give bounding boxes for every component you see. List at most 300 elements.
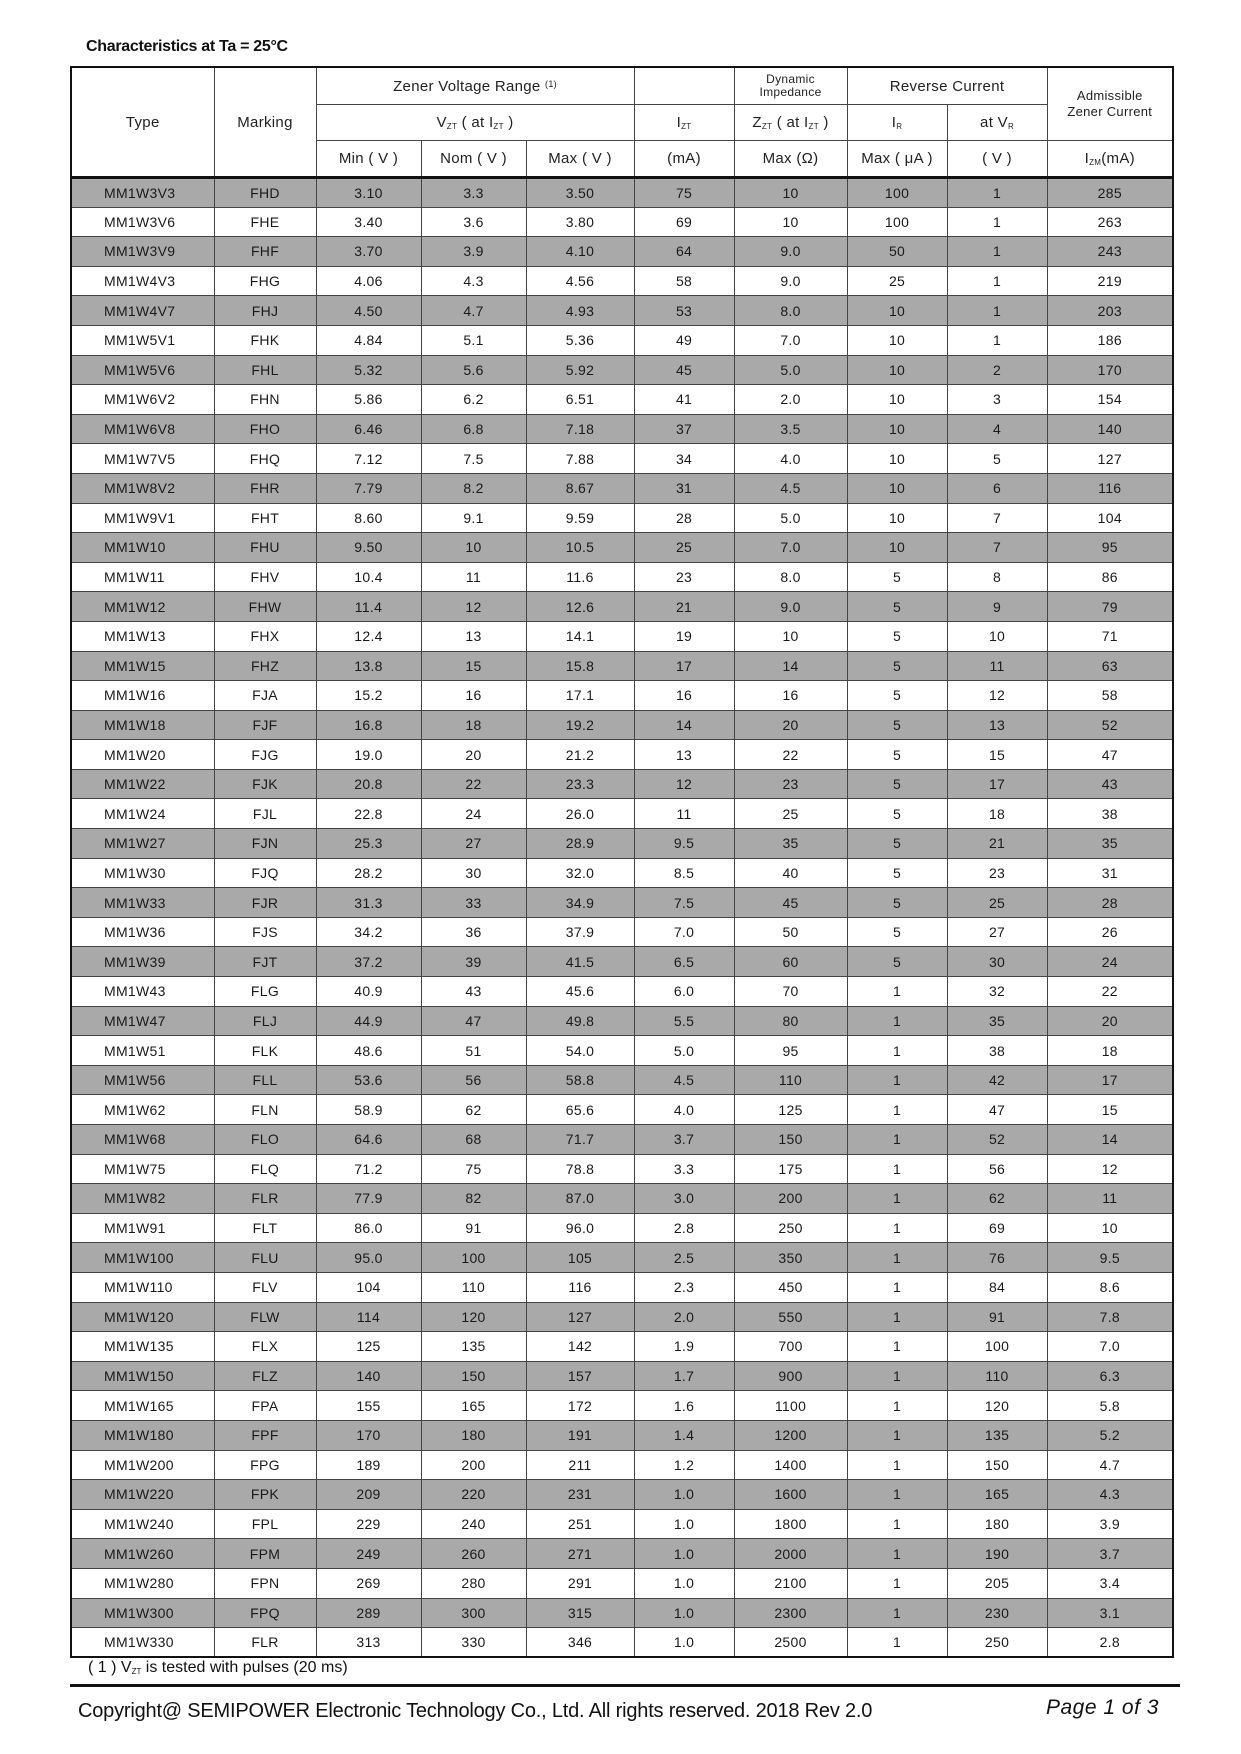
table-row <box>71 947 1173 977</box>
col-type-header: Type <box>71 67 214 178</box>
cell-izm: 24 <box>1047 947 1173 977</box>
cell-vz-max: 26.0 <box>526 799 634 829</box>
cell-marking: FPQ <box>214 1598 316 1628</box>
cell-vz-max: 11.6 <box>526 562 634 592</box>
cell-type: MM1W16 <box>71 681 214 711</box>
table-row <box>71 1539 1173 1569</box>
cell-vz-nom: 260 <box>421 1539 526 1569</box>
cell-zzt-max: 2100 <box>734 1568 847 1598</box>
cell-vz-nom: 9.1 <box>421 503 526 533</box>
cell-type: MM1W5V6 <box>71 355 214 385</box>
cell-vz-min: 10.4 <box>316 562 421 592</box>
cell-marking: FLR <box>214 1628 316 1658</box>
cell-zzt-max: 23 <box>734 769 847 799</box>
cell-vz-min: 6.46 <box>316 414 421 444</box>
cell-vr: 13 <box>947 710 1047 740</box>
cell-marking: FJN <box>214 829 316 859</box>
cell-izm: 86 <box>1047 562 1173 592</box>
cell-izt: 69 <box>634 207 734 237</box>
cell-vz-nom: 180 <box>421 1420 526 1450</box>
cell-type: MM1W82 <box>71 1184 214 1214</box>
cell-vr: 1 <box>947 207 1047 237</box>
table-row <box>71 888 1173 918</box>
cell-vz-max: 127 <box>526 1302 634 1332</box>
cell-vz-max: 191 <box>526 1420 634 1450</box>
cell-ir-max: 1 <box>847 1302 947 1332</box>
cell-ir-max: 1 <box>847 1184 947 1214</box>
cell-izt: 17 <box>634 651 734 681</box>
cell-izt: 7.5 <box>634 888 734 918</box>
cell-vr: 230 <box>947 1598 1047 1628</box>
cell-vz-nom: 8.2 <box>421 473 526 503</box>
cell-vr: 205 <box>947 1568 1047 1598</box>
cell-zzt-max: 1200 <box>734 1420 847 1450</box>
cell-ir-max: 5 <box>847 592 947 622</box>
cell-zzt-max: 2500 <box>734 1628 847 1658</box>
cell-zzt-max: 1800 <box>734 1509 847 1539</box>
cell-vz-nom: 100 <box>421 1243 526 1273</box>
cell-type: MM1W22 <box>71 769 214 799</box>
cell-vz-nom: 200 <box>421 1450 526 1480</box>
cell-vz-max: 3.80 <box>526 207 634 237</box>
cell-izt: 1.6 <box>634 1391 734 1421</box>
cell-izt: 1.9 <box>634 1332 734 1362</box>
table-row <box>71 562 1173 592</box>
cell-zzt-max: 14 <box>734 651 847 681</box>
cell-marking: FHL <box>214 355 316 385</box>
cell-izm: 3.1 <box>1047 1598 1173 1628</box>
cell-vr: 15 <box>947 740 1047 770</box>
cell-izm: 4.7 <box>1047 1450 1173 1480</box>
cell-marking: FHG <box>214 266 316 296</box>
cell-vz-max: 87.0 <box>526 1184 634 1214</box>
cell-izt: 6.0 <box>634 977 734 1007</box>
cell-vz-nom: 120 <box>421 1302 526 1332</box>
cell-ir-max: 5 <box>847 740 947 770</box>
cell-type: MM1W75 <box>71 1154 214 1184</box>
cell-marking: FPA <box>214 1391 316 1421</box>
cell-vz-min: 7.79 <box>316 473 421 503</box>
cell-vz-min: 64.6 <box>316 1125 421 1155</box>
cell-vr: 165 <box>947 1480 1047 1510</box>
cell-ir-max: 1 <box>847 1539 947 1569</box>
ir-header: $I_R$ <box>847 105 947 141</box>
cell-izm: 263 <box>1047 207 1173 237</box>
table-row <box>71 533 1173 563</box>
cell-izt: 45 <box>634 355 734 385</box>
cell-vz-min: 37.2 <box>316 947 421 977</box>
cell-vr: 1 <box>947 296 1047 326</box>
cell-type: MM1W180 <box>71 1420 214 1450</box>
table-row <box>71 325 1173 355</box>
table-row <box>71 799 1173 829</box>
table-row <box>71 444 1173 474</box>
cell-izm: 35 <box>1047 829 1173 859</box>
cell-izm: 71 <box>1047 621 1173 651</box>
cell-vz-min: 125 <box>316 1332 421 1362</box>
cell-izm: 5.8 <box>1047 1391 1173 1421</box>
cell-zzt-max: 3.5 <box>734 414 847 444</box>
cell-type: MM1W11 <box>71 562 214 592</box>
cell-type: MM1W15 <box>71 651 214 681</box>
cell-vz-max: 231 <box>526 1480 634 1510</box>
cell-vz-nom: 13 <box>421 621 526 651</box>
cell-vz-min: 31.3 <box>316 888 421 918</box>
cell-ir-max: 5 <box>847 681 947 711</box>
cell-vz-nom: 110 <box>421 1272 526 1302</box>
cell-type: MM1W47 <box>71 1006 214 1036</box>
cell-type: MM1W4V3 <box>71 266 214 296</box>
cell-ir-max: 1 <box>847 1095 947 1125</box>
cell-marking: FPF <box>214 1420 316 1450</box>
cell-marking: FJK <box>214 769 316 799</box>
cell-vr: 32 <box>947 977 1047 1007</box>
cell-vz-min: 77.9 <box>316 1184 421 1214</box>
cell-zzt-max: 4.0 <box>734 444 847 474</box>
cell-izm: 9.5 <box>1047 1243 1173 1273</box>
cell-vz-nom: 4.3 <box>421 266 526 296</box>
cell-ir-max: 5 <box>847 947 947 977</box>
cell-izm: 63 <box>1047 651 1173 681</box>
cell-zzt-max: 16 <box>734 681 847 711</box>
cell-type: MM1W165 <box>71 1391 214 1421</box>
cell-vr: 69 <box>947 1213 1047 1243</box>
cell-ir-max: 1 <box>847 1420 947 1450</box>
cell-izm: 14 <box>1047 1125 1173 1155</box>
cell-type: MM1W200 <box>71 1450 214 1480</box>
cell-izt: 37 <box>634 414 734 444</box>
cell-zzt-max: 5.0 <box>734 355 847 385</box>
cell-vz-nom: 43 <box>421 977 526 1007</box>
cell-izt: 58 <box>634 266 734 296</box>
cell-vz-min: 28.2 <box>316 858 421 888</box>
cell-zzt-max: 2.0 <box>734 385 847 415</box>
cell-marking: FJT <box>214 947 316 977</box>
cell-vz-nom: 3.3 <box>421 178 526 208</box>
cell-izm: 38 <box>1047 799 1173 829</box>
cell-vz-max: 65.6 <box>526 1095 634 1125</box>
cell-vz-max: 4.10 <box>526 237 634 267</box>
cell-type: MM1W8V2 <box>71 473 214 503</box>
cell-vz-nom: 150 <box>421 1361 526 1391</box>
cell-type: MM1W18 <box>71 710 214 740</box>
table-row <box>71 1332 1173 1362</box>
cell-ir-max: 1 <box>847 1450 947 1480</box>
cell-izt: 11 <box>634 799 734 829</box>
cell-marking: FHF <box>214 237 316 267</box>
cell-marking: FHR <box>214 473 316 503</box>
cell-type: MM1W260 <box>71 1539 214 1569</box>
cell-izm: 6.3 <box>1047 1361 1173 1391</box>
cell-marking: FLJ <box>214 1006 316 1036</box>
cell-izm: 18 <box>1047 1036 1173 1066</box>
table-row <box>71 473 1173 503</box>
cell-vr: 5 <box>947 444 1047 474</box>
cell-izm: 8.6 <box>1047 1272 1173 1302</box>
table-row <box>71 414 1173 444</box>
cell-vr: 10 <box>947 621 1047 651</box>
cell-izm: 52 <box>1047 710 1173 740</box>
vr-header: at $V_R$ <box>947 105 1047 141</box>
cell-vz-min: 44.9 <box>316 1006 421 1036</box>
cell-zzt-max: 70 <box>734 977 847 1007</box>
cell-vz-nom: 5.1 <box>421 325 526 355</box>
cell-izm: 10 <box>1047 1213 1173 1243</box>
cell-marking: FLT <box>214 1213 316 1243</box>
cell-marking: FJQ <box>214 858 316 888</box>
cell-vz-min: 71.2 <box>316 1154 421 1184</box>
cell-marking: FPN <box>214 1568 316 1598</box>
cell-vz-max: 54.0 <box>526 1036 634 1066</box>
cell-izm: 43 <box>1047 769 1173 799</box>
cell-vz-min: 25.3 <box>316 829 421 859</box>
cell-ir-max: 1 <box>847 1509 947 1539</box>
cell-zzt-max: 900 <box>734 1361 847 1391</box>
cell-vr: 23 <box>947 858 1047 888</box>
cell-izt: 53 <box>634 296 734 326</box>
izm-unit-header: $I_{ZM}(mA)$ <box>1047 141 1173 178</box>
table-row <box>71 1420 1173 1450</box>
cell-vz-max: 105 <box>526 1243 634 1273</box>
cell-vz-nom: 10 <box>421 533 526 563</box>
cell-izm: 7.8 <box>1047 1302 1173 1332</box>
cell-type: MM1W220 <box>71 1480 214 1510</box>
footnote: ( 1 ) $V_{ZT}$ is tested with pulses (20 ms) <box>88 1659 348 1676</box>
cell-zzt-max: 45 <box>734 888 847 918</box>
cell-izt: 1.0 <box>634 1598 734 1628</box>
cell-izm: 3.9 <box>1047 1509 1173 1539</box>
reverse-current-header: Reverse Current <box>847 67 1047 105</box>
cell-marking: FLN <box>214 1095 316 1125</box>
cell-zzt-max: 7.0 <box>734 533 847 563</box>
cell-vr: 84 <box>947 1272 1047 1302</box>
cell-vz-min: 4.50 <box>316 296 421 326</box>
table-header <box>71 67 1173 178</box>
cell-izm: 3.7 <box>1047 1539 1173 1569</box>
cell-type: MM1W68 <box>71 1125 214 1155</box>
cell-izm: 11 <box>1047 1184 1173 1214</box>
cell-type: MM1W56 <box>71 1065 214 1095</box>
cell-izm: 170 <box>1047 355 1173 385</box>
cell-ir-max: 1 <box>847 1006 947 1036</box>
cell-vr: 110 <box>947 1361 1047 1391</box>
cell-izm: 4.3 <box>1047 1480 1173 1510</box>
cell-vz-min: 140 <box>316 1361 421 1391</box>
cell-vr: 25 <box>947 888 1047 918</box>
cell-izm: 22 <box>1047 977 1173 1007</box>
cell-vz-max: 251 <box>526 1509 634 1539</box>
cell-vr: 4 <box>947 414 1047 444</box>
cell-izt: 75 <box>634 178 734 208</box>
cell-vz-min: 189 <box>316 1450 421 1480</box>
copyright-text: Copyright@ SEMIPOWER Electronic Technology Co., Ltd. All rights reserved. 2018 Rev 2.0 <box>78 1700 873 1722</box>
cell-izt: 12 <box>634 769 734 799</box>
cell-vr: 11 <box>947 651 1047 681</box>
cell-type: MM1W10 <box>71 533 214 563</box>
cell-type: MM1W43 <box>71 977 214 1007</box>
cell-izm: 15 <box>1047 1095 1173 1125</box>
cell-vr: 62 <box>947 1184 1047 1214</box>
cell-type: MM1W150 <box>71 1361 214 1391</box>
cell-izt: 31 <box>634 473 734 503</box>
cell-vz-min: 3.10 <box>316 178 421 208</box>
cell-vz-nom: 47 <box>421 1006 526 1036</box>
table-row <box>71 769 1173 799</box>
cell-vz-max: 172 <box>526 1391 634 1421</box>
cell-ir-max: 5 <box>847 710 947 740</box>
vzt-header: $V_{ZT}$ ( at $I_{ZT}$ ) <box>316 105 634 141</box>
cell-vz-max: 78.8 <box>526 1154 634 1184</box>
cell-marking: FHT <box>214 503 316 533</box>
cell-vz-min: 95.0 <box>316 1243 421 1273</box>
cell-vz-nom: 82 <box>421 1184 526 1214</box>
cell-vr: 12 <box>947 681 1047 711</box>
cell-zzt-max: 8.0 <box>734 562 847 592</box>
cell-type: MM1W33 <box>71 888 214 918</box>
cell-marking: FPK <box>214 1480 316 1510</box>
cell-zzt-max: 20 <box>734 710 847 740</box>
cell-vz-nom: 3.9 <box>421 237 526 267</box>
cell-vz-min: 58.9 <box>316 1095 421 1125</box>
cell-marking: FPM <box>214 1539 316 1569</box>
cell-zzt-max: 110 <box>734 1065 847 1095</box>
cell-ir-max: 50 <box>847 237 947 267</box>
cell-vz-min: 249 <box>316 1539 421 1569</box>
cell-vr: 17 <box>947 769 1047 799</box>
cell-izm: 154 <box>1047 385 1173 415</box>
cell-zzt-max: 8.0 <box>734 296 847 326</box>
cell-zzt-max: 10 <box>734 207 847 237</box>
table-row <box>71 858 1173 888</box>
table-row <box>71 1213 1173 1243</box>
cell-vz-max: 346 <box>526 1628 634 1658</box>
zzt-header: $Z_{ZT}$ ( at $I_{ZT}$ ) <box>734 105 847 141</box>
cell-vz-nom: 15 <box>421 651 526 681</box>
cell-type: MM1W300 <box>71 1598 214 1628</box>
cell-izt: 7.0 <box>634 917 734 947</box>
cell-izt: 25 <box>634 533 734 563</box>
cell-izt: 5.5 <box>634 1006 734 1036</box>
cell-type: MM1W39 <box>71 947 214 977</box>
cell-vz-max: 49.8 <box>526 1006 634 1036</box>
cell-vz-min: 8.60 <box>316 503 421 533</box>
cell-vz-min: 20.8 <box>316 769 421 799</box>
cell-vz-nom: 51 <box>421 1036 526 1066</box>
cell-vz-max: 19.2 <box>526 710 634 740</box>
cell-vz-nom: 135 <box>421 1332 526 1362</box>
cell-zzt-max: 22 <box>734 740 847 770</box>
cell-marking: FPL <box>214 1509 316 1539</box>
table-row <box>71 207 1173 237</box>
cell-type: MM1W51 <box>71 1036 214 1066</box>
cell-vz-nom: 240 <box>421 1509 526 1539</box>
cell-marking: FHV <box>214 562 316 592</box>
footer-divider <box>70 1684 1180 1687</box>
table-row <box>71 651 1173 681</box>
cell-vz-max: 8.67 <box>526 473 634 503</box>
cell-vz-max: 58.8 <box>526 1065 634 1095</box>
cell-vr: 30 <box>947 947 1047 977</box>
cell-vz-max: 4.56 <box>526 266 634 296</box>
table-row <box>71 1480 1173 1510</box>
cell-marking: FHN <box>214 385 316 415</box>
cell-vr: 42 <box>947 1065 1047 1095</box>
cell-ir-max: 5 <box>847 651 947 681</box>
cell-ir-max: 100 <box>847 178 947 208</box>
table-row <box>71 1095 1173 1125</box>
cell-vz-nom: 68 <box>421 1125 526 1155</box>
cell-vz-min: 9.50 <box>316 533 421 563</box>
cell-izm: 243 <box>1047 237 1173 267</box>
characteristics-table <box>70 66 1174 1658</box>
cell-type: MM1W280 <box>71 1568 214 1598</box>
cell-vz-min: 3.40 <box>316 207 421 237</box>
cell-izm: 31 <box>1047 858 1173 888</box>
cell-zzt-max: 250 <box>734 1213 847 1243</box>
table-row <box>71 710 1173 740</box>
cell-ir-max: 5 <box>847 562 947 592</box>
cell-vz-min: 19.0 <box>316 740 421 770</box>
cell-zzt-max: 1600 <box>734 1480 847 1510</box>
ir-unit-header: Max ( μA ) <box>847 141 947 178</box>
cell-vz-min: 15.2 <box>316 681 421 711</box>
cell-marking: FLL <box>214 1065 316 1095</box>
cell-vz-min: 4.84 <box>316 325 421 355</box>
cell-vr: 52 <box>947 1125 1047 1155</box>
cell-izm: 140 <box>1047 414 1173 444</box>
cell-zzt-max: 60 <box>734 947 847 977</box>
cell-vz-max: 157 <box>526 1361 634 1391</box>
cell-ir-max: 10 <box>847 473 947 503</box>
page-number: Page 1 of 3 <box>1046 1696 1159 1719</box>
table-row <box>71 917 1173 947</box>
cell-marking: FHU <box>214 533 316 563</box>
cell-vr: 47 <box>947 1095 1047 1125</box>
cell-izt: 2.8 <box>634 1213 734 1243</box>
cell-vz-max: 12.6 <box>526 592 634 622</box>
section-title: Characteristics at Ta = 25°C <box>86 38 288 55</box>
cell-zzt-max: 1100 <box>734 1391 847 1421</box>
cell-type: MM1W20 <box>71 740 214 770</box>
cell-vz-nom: 33 <box>421 888 526 918</box>
cell-vr: 18 <box>947 799 1047 829</box>
cell-izm: 2.8 <box>1047 1628 1173 1658</box>
cell-vz-nom: 18 <box>421 710 526 740</box>
cell-ir-max: 1 <box>847 1568 947 1598</box>
cell-type: MM1W6V2 <box>71 385 214 415</box>
cell-ir-max: 1 <box>847 1480 947 1510</box>
cell-marking: FLZ <box>214 1361 316 1391</box>
cell-vr: 250 <box>947 1628 1047 1658</box>
cell-vz-min: 40.9 <box>316 977 421 1007</box>
cell-izt: 1.0 <box>634 1539 734 1569</box>
cell-izt: 16 <box>634 681 734 711</box>
cell-vz-max: 116 <box>526 1272 634 1302</box>
cell-vz-min: 313 <box>316 1628 421 1658</box>
cell-marking: FLR <box>214 1184 316 1214</box>
cell-ir-max: 1 <box>847 1598 947 1628</box>
cell-izt: 8.5 <box>634 858 734 888</box>
cell-type: MM1W91 <box>71 1213 214 1243</box>
cell-vz-min: 155 <box>316 1391 421 1421</box>
cell-vr: 180 <box>947 1509 1047 1539</box>
cell-zzt-max: 150 <box>734 1125 847 1155</box>
cell-vz-min: 5.86 <box>316 385 421 415</box>
cell-izm: 285 <box>1047 178 1173 208</box>
cell-vz-min: 34.2 <box>316 917 421 947</box>
cell-marking: FJF <box>214 710 316 740</box>
cell-ir-max: 100 <box>847 207 947 237</box>
